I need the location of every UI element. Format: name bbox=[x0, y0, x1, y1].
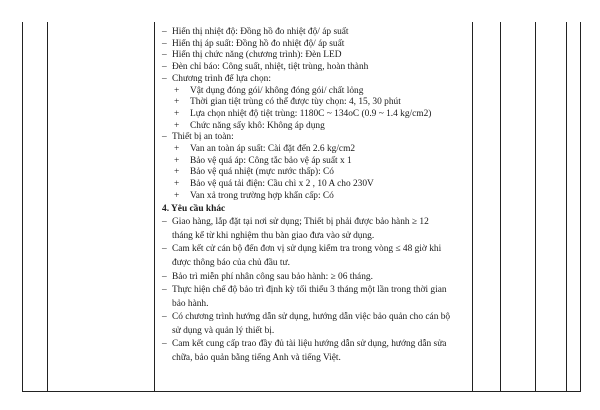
list-item-continuation: chữa, bảo quản bằng tiếng Anh và tiếng Việt. bbox=[172, 353, 341, 364]
sub-list-item bbox=[162, 156, 467, 168]
sub-list-item-text: Bảo vệ quá nhiệt (mực nước thấp): Có bbox=[190, 167, 334, 178]
list-item-continuation: sử dụng và quản lý thiết bị. bbox=[172, 325, 275, 336]
list-item-text: Đèn chỉ báo: Công suất, nhiệt, tiệt trùng, hoàn thành bbox=[172, 62, 369, 73]
plus-bullet-icon: + bbox=[174, 108, 180, 119]
list-item-text: Bảo trì miễn phí nhân công sau bảo hành: ≥ 06 tháng. bbox=[172, 271, 373, 282]
list-item bbox=[162, 27, 467, 39]
table-column-divider bbox=[472, 22, 473, 392]
sub-list-item-text: Thời gian tiệt trùng có thể được tùy chọn: 4, 15, 30 phút bbox=[190, 97, 401, 108]
list-item-text: Cam kết cử cán bộ đến đơn vị sử dụng kiểm tra trong vòng ≤ 48 giờ khi bbox=[172, 244, 442, 255]
plus-bullet-icon: + bbox=[174, 85, 180, 96]
sub-list-item bbox=[162, 179, 467, 191]
list-item-text: Thực hiện chế độ bảo trì định kỳ tối thiểu 3 tháng một lần trong thời gian bbox=[172, 285, 447, 296]
list-item bbox=[162, 74, 467, 86]
dash-bullet-icon: – bbox=[162, 217, 167, 228]
list-item bbox=[162, 39, 467, 51]
table-column-divider bbox=[154, 22, 155, 392]
sub-list-item-text: Vật dụng đóng gói/ không đóng gói/ chất lỏng bbox=[190, 85, 364, 96]
dash-bullet-icon: – bbox=[162, 73, 167, 84]
plus-bullet-icon: + bbox=[174, 179, 180, 190]
sub-list-item-text: Lựa chọn nhiệt độ tiệt trùng: 1180C ~ 134oC (0.9 ~ 1.4 kg/cm2) bbox=[190, 108, 432, 119]
list-item bbox=[162, 132, 467, 144]
sub-list-item bbox=[162, 86, 467, 98]
table-column-divider bbox=[47, 22, 48, 392]
list-item-text: Cam kết cung cấp trao đầy đủ tài liệu hướng dẫn sử dụng, hướng dẫn sửa bbox=[172, 339, 447, 350]
list-item bbox=[162, 50, 467, 62]
list-item bbox=[162, 216, 467, 230]
table-border-right bbox=[580, 22, 581, 392]
plus-bullet-icon: + bbox=[174, 144, 180, 155]
sub-list-item-text: Bảo vệ quá tải điện: Cầu chì x 2 , 10 A cho 230V bbox=[190, 179, 374, 190]
table-column-divider bbox=[500, 22, 501, 392]
list-item bbox=[162, 271, 467, 285]
dash-bullet-icon: – bbox=[162, 132, 167, 143]
list-item-text: Hiển thị nhiệt độ: Đồng hồ đo nhiệt độ/ áp suất bbox=[172, 27, 349, 37]
table-column-divider bbox=[535, 22, 536, 392]
dash-bullet-icon: – bbox=[162, 244, 167, 255]
sub-list-item bbox=[162, 191, 467, 203]
list-item bbox=[162, 284, 467, 298]
list-item-text: Hiển thị chức năng (chương trình): Đèn LED bbox=[172, 50, 342, 61]
list-item-text: Hiển thị áp suất: Đồng hồ đo nhiệt độ/ áp suất bbox=[172, 38, 345, 49]
list-item-text: Thiết bị an toàn: bbox=[172, 132, 234, 143]
sub-list-item bbox=[162, 97, 467, 109]
dash-bullet-icon: – bbox=[162, 285, 167, 296]
plus-bullet-icon: + bbox=[174, 190, 180, 201]
plus-bullet-icon: + bbox=[174, 167, 180, 178]
plus-bullet-icon: + bbox=[174, 97, 180, 108]
list-item-text: Giao hàng, lắp đặt tại nơi sử dụng; Thiết bị phải được bảo hành ≥ 12 bbox=[172, 217, 429, 228]
list-item-continuation: bảo hành. bbox=[172, 298, 209, 309]
plus-bullet-icon: + bbox=[174, 155, 180, 166]
dash-bullet-icon: – bbox=[162, 62, 167, 73]
sub-list-item bbox=[162, 167, 467, 179]
list-item bbox=[162, 62, 467, 74]
list-item bbox=[162, 311, 467, 325]
table-border-bottom bbox=[22, 391, 580, 392]
sub-list-item bbox=[162, 121, 467, 133]
list-item-continuation: được thông báo của chủ đầu tư. bbox=[172, 257, 290, 268]
list-item-continuation: tháng kể từ khi nghiệm thu bàn giao đưa vào sử dụng. bbox=[172, 230, 375, 241]
dash-bullet-icon: – bbox=[162, 50, 167, 61]
dash-bullet-icon: – bbox=[162, 312, 167, 323]
dash-bullet-icon: – bbox=[162, 27, 167, 37]
sub-list-item-text: Bảo vệ quá áp: Công tắc bảo vệ áp suất x 1 bbox=[190, 155, 352, 166]
sub-list-item bbox=[162, 144, 467, 156]
list-item-text: Chương trình để lựa chọn: bbox=[172, 73, 271, 84]
dash-bullet-icon: – bbox=[162, 38, 167, 49]
dash-bullet-icon: – bbox=[162, 271, 167, 282]
sub-list-item-text: Van xả trong trường hợp khẩn cấp: Có bbox=[190, 190, 334, 201]
table-column-divider bbox=[566, 22, 567, 392]
requirements-text bbox=[162, 27, 467, 366]
sub-list-item-text: Chức năng sấy khô: Không áp dụng bbox=[190, 120, 325, 131]
dash-bullet-icon: – bbox=[162, 339, 167, 350]
sub-list-item bbox=[162, 109, 467, 121]
list-item bbox=[162, 243, 467, 257]
table-border-left bbox=[22, 22, 23, 392]
list-item-text: Có chương trình hướng dẫn sử dụng, hướng dẫn việc bảo quản cho cán bộ bbox=[172, 312, 451, 323]
sub-list-item-text: Van an toàn áp suất: Cài đặt đến 2.6 kg/cm2 bbox=[190, 144, 356, 155]
section-heading: 4. Yêu cầu khác bbox=[162, 203, 226, 214]
list-item bbox=[162, 338, 467, 352]
plus-bullet-icon: + bbox=[174, 120, 180, 131]
